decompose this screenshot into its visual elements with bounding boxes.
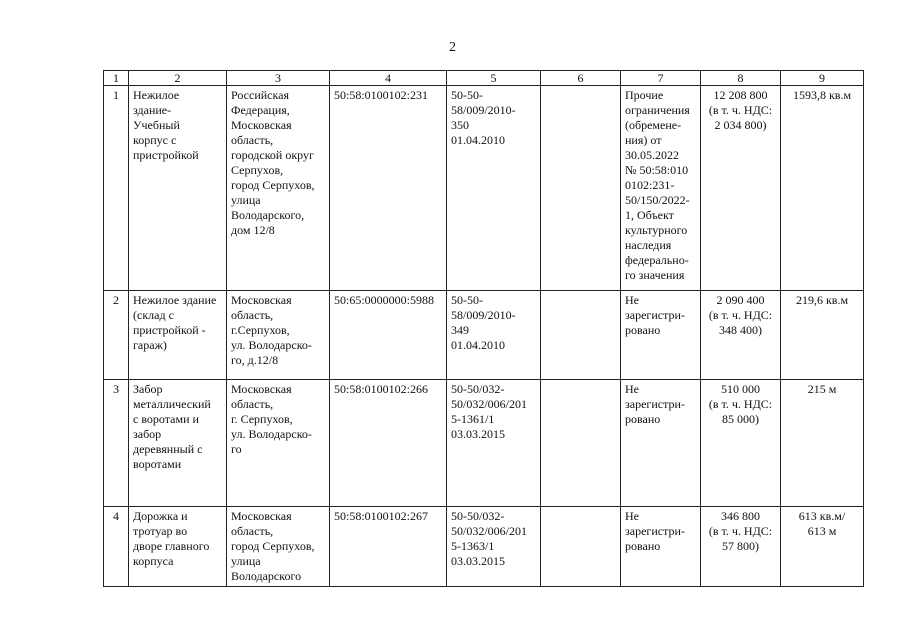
price: 346 800 (в т. ч. НДС: 57 800): [701, 507, 781, 587]
encumbrance: Прочие ограничения (обремене- ния) от 30.05.2022 № 50:58:010 0102:231- 50/150/2022- 1, Объект культурного наследия федерально- го значения: [621, 86, 701, 291]
table-row: [104, 291, 864, 380]
registration-record: 50-50- 58/009/2010- 349 01.04.2010: [447, 291, 541, 380]
object-address: Российская Федерация, Московская область, городской округ Серпухов, город Серпухов, улица Володарского, дом 12/8: [227, 86, 330, 291]
object-address: Московская область, г.Серпухов, ул. Володарско- го, д.12/8: [227, 291, 330, 380]
area: 1593,8 кв.м: [781, 86, 864, 291]
encumbrance: Не зарегистри- ровано: [621, 507, 701, 587]
page-number: 2: [449, 40, 456, 55]
area: 613 кв.м/ 613 м: [781, 507, 864, 587]
encumbrance: Не зарегистри- ровано: [621, 291, 701, 380]
price: 12 208 800 (в т. ч. НДС: 2 034 800): [701, 86, 781, 291]
cadastral-number: 50:65:0000000:5988: [330, 291, 447, 380]
object-address: Московская область, г. Серпухов, ул. Володарско- го: [227, 380, 330, 507]
object-name: Дорожка и тротуар во дворе главного корпуса: [129, 507, 227, 587]
header-cell: 1: [104, 71, 129, 86]
header-cell: 3: [227, 71, 330, 86]
header-cell: 6: [541, 71, 621, 86]
registration-record: 50-50/032- 50/032/006/201 5-1361/1 03.03.2015: [447, 380, 541, 507]
row-number: 3: [104, 380, 129, 507]
property-table: [103, 70, 864, 587]
header-cell: 8: [701, 71, 781, 86]
table-row: [104, 380, 864, 507]
area: 215 м: [781, 380, 864, 507]
row-number: 2: [104, 291, 129, 380]
registration-record: 50-50- 58/009/2010- 350 01.04.2010: [447, 86, 541, 291]
row-number: 1: [104, 86, 129, 291]
header-cell: 7: [621, 71, 701, 86]
header-cell: 2: [129, 71, 227, 86]
cadastral-number: 50:58:0100102:267: [330, 507, 447, 587]
header-cell: 4: [330, 71, 447, 86]
object-name: Нежилое здание- Учебный корпус с пристройкой: [129, 86, 227, 291]
registration-record: 50-50/032- 50/032/006/201 5-1363/1 03.03.2015: [447, 507, 541, 587]
price: 2 090 400 (в т. ч. НДС: 348 400): [701, 291, 781, 380]
object-name: Забор металлический с воротами и забор деревянный с воротами: [129, 380, 227, 507]
row-number: 4: [104, 507, 129, 587]
table-header-row: [104, 71, 864, 86]
header-cell: 5: [447, 71, 541, 86]
column-6-cell: [541, 291, 621, 380]
object-name: Нежилое здание (склад с пристройкой - гараж): [129, 291, 227, 380]
price: 510 000 (в т. ч. НДС: 85 000): [701, 380, 781, 507]
cadastral-number: 50:58:0100102:231: [330, 86, 447, 291]
cadastral-number: 50:58:0100102:266: [330, 380, 447, 507]
table-row: [104, 86, 864, 291]
area: 219,6 кв.м: [781, 291, 864, 380]
column-6-cell: [541, 380, 621, 507]
column-6-cell: [541, 86, 621, 291]
column-6-cell: [541, 507, 621, 587]
object-address: Московская область, город Серпухов, улица Володарского: [227, 507, 330, 587]
encumbrance: Не зарегистри- ровано: [621, 380, 701, 507]
table-row: [104, 507, 864, 587]
header-cell: 9: [781, 71, 864, 86]
